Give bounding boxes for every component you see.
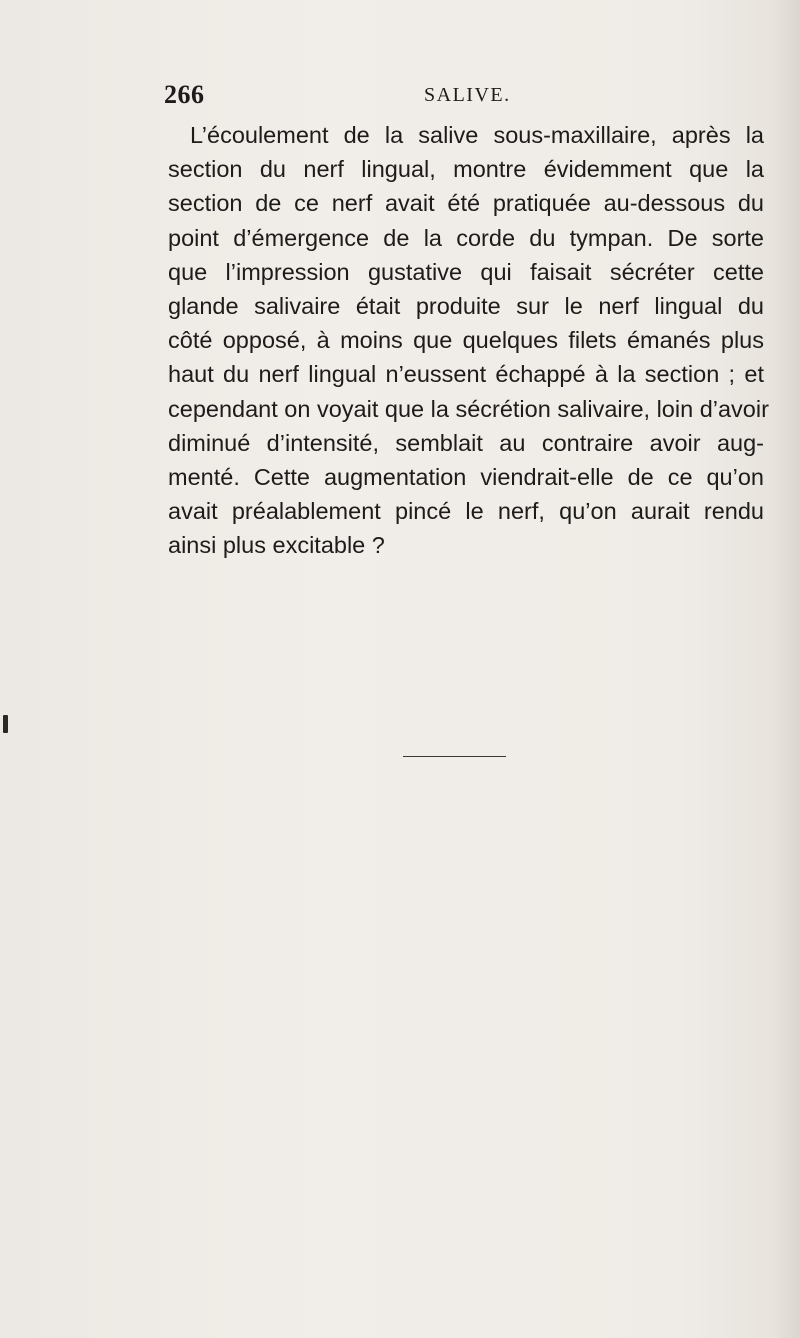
margin-ink-mark [3, 715, 8, 733]
text-line: diminué d’intensité, semblait au contraire avoir aug- [168, 429, 764, 456]
running-title: SALIVE. [424, 84, 511, 106]
section-divider-rule [403, 756, 506, 757]
text-line: point d’émergence de la corde du tympan. De sorte [168, 224, 764, 251]
text-line: section du nerf lingual, montre évidemment que la [168, 156, 764, 183]
text-line: cependant on voyait que la sécrétion salivaire, loin d’avoir [168, 395, 769, 422]
text-line: ainsi plus excitable ? [168, 532, 385, 559]
page-number: 266 [164, 80, 205, 109]
text-line: menté. Cette augmentation viendrait-elle de ce qu’on [168, 464, 764, 491]
text-line: section de ce nerf avait été pratiquée au-dessous du [168, 190, 764, 217]
text-line: L’écoulement de la salive sous-maxillaire, après la [190, 122, 764, 148]
text-line: que l’impression gustative qui faisait sécréter cette [168, 258, 764, 285]
running-head [164, 80, 614, 110]
text-line: glande salivaire était produite sur le nerf lingual du [168, 293, 764, 320]
body-paragraph [168, 118, 769, 563]
text-line: côté opposé, à moins que quelques filets émanés plus [168, 327, 764, 354]
text-line: haut du nerf lingual n’eussent échappé à la section ; et [168, 361, 764, 388]
text-line: avait préalablement pincé le nerf, qu’on aurait rendu [168, 498, 764, 525]
